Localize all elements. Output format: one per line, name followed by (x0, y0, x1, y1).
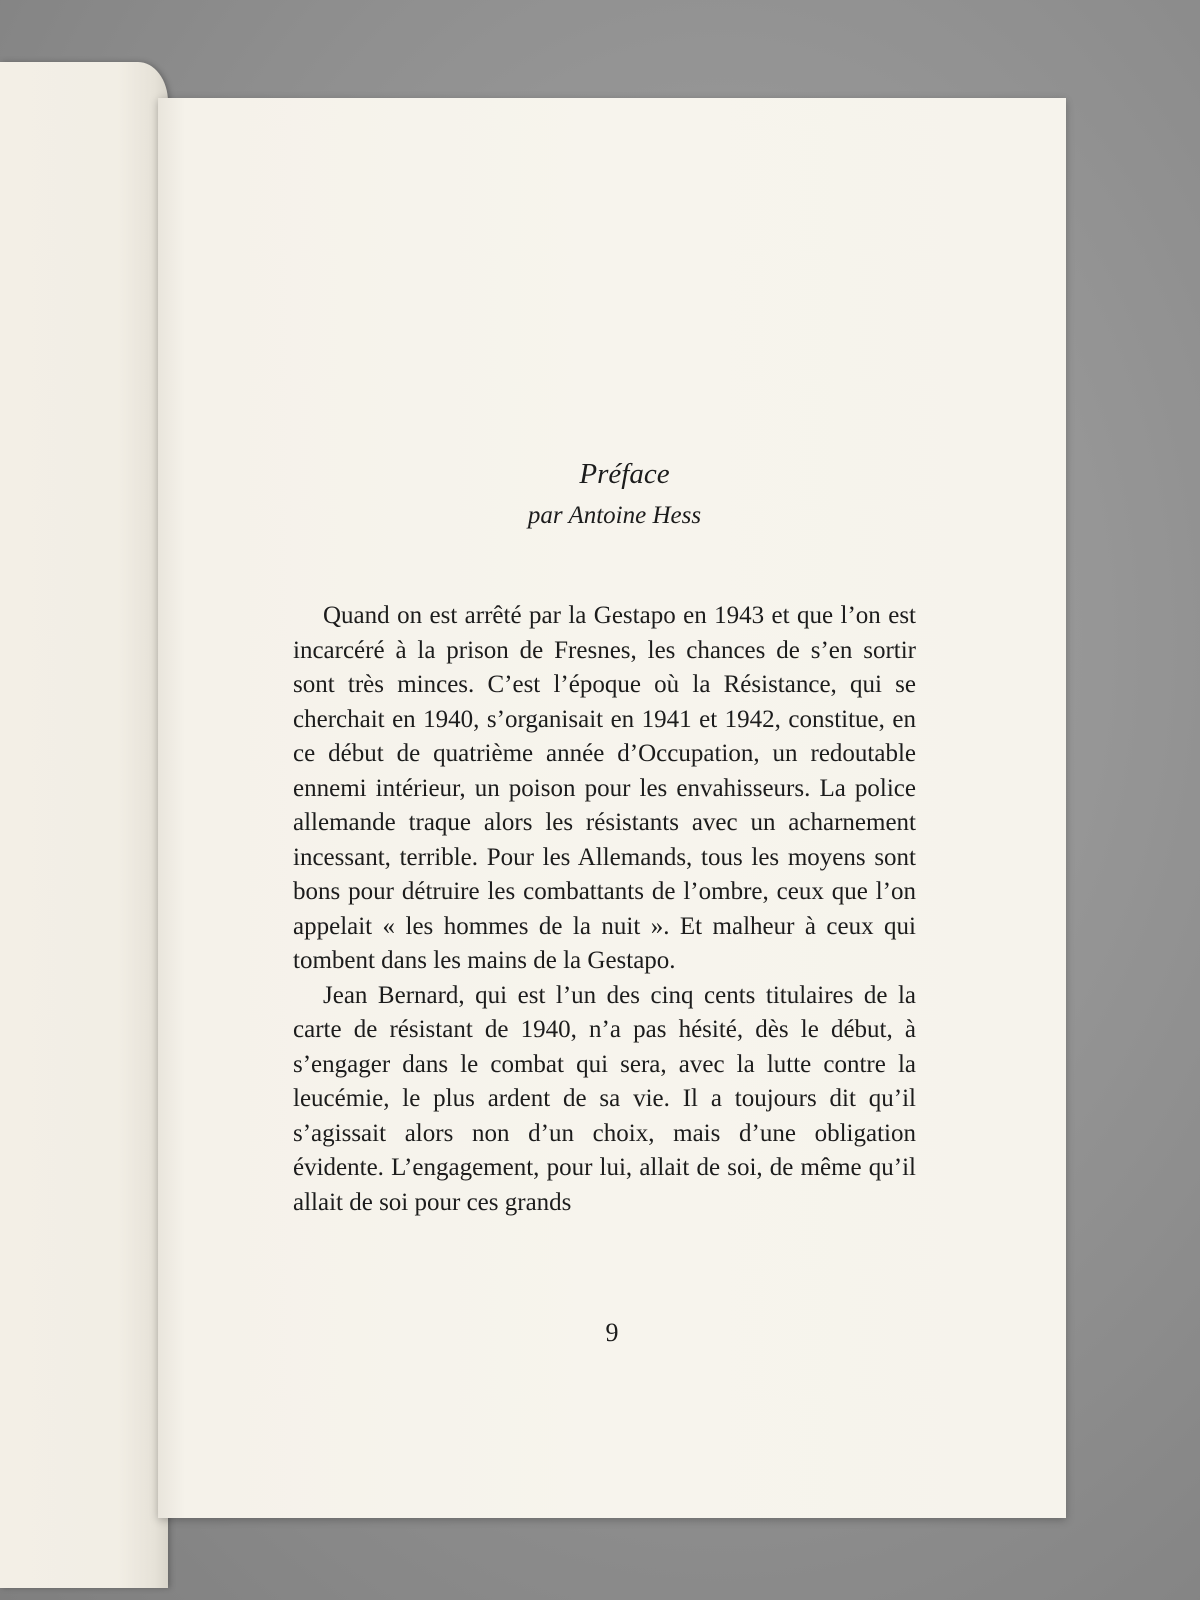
chapter-title: Préface (579, 458, 670, 490)
chapter-author: par Antoine Hess (527, 502, 702, 529)
text-block (293, 454, 916, 1220)
paragraph-1: Quand on est arrêté par la Gestapo en 1943 et que l’on est incarcéré à la prison de Fresnes, les chances de s’en sortir sont très minces. C’est l’époque où la Résistance, qui se cherchait en 1940, s’organisait en 1941 et 1942, constitue, en ce début de quatrième année d’Occupation, un redoutable ennemi intérieur, un poison pour les envahisseurs. La police allemande traque alors les résistants avec un acharnement incessant, terrible. Pour les Allemands, tous les moyens sont bons pour détruire les combattants de l’ombre, ceux que l’on appelait « les hommes de la nuit ». Et malheur à ceux qui tombent dans les mains de la Gestapo. (293, 602, 916, 974)
left-book-page (0, 62, 168, 1588)
book-page (158, 98, 1066, 1518)
body-text (293, 599, 916, 1220)
paragraph-2: Jean Bernard, qui est l’un des cinq cents titulaires de la carte de résistant de 1940, n’a pas hésité, dès le début, à s’engager dans le combat qui sera, avec la lutte contre la leucémie, le plus ardent de sa vie. Il a toujours dit qu’il s’agissait alors non d’un choix, mais d’une obligation évidente. L’engagement, pour lui, allait de soi, de même qu’il allait de soi pour ces grands (293, 981, 916, 1216)
page-number: 9 (605, 1318, 619, 1347)
